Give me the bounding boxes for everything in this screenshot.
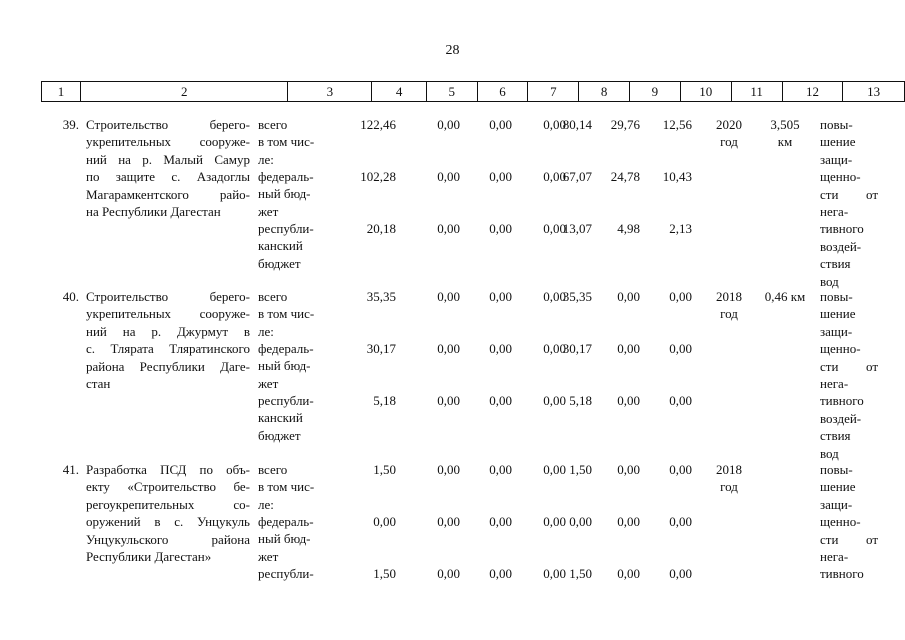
amount-cell: 0,00 bbox=[489, 221, 512, 236]
amount-cell: 13,07 bbox=[562, 221, 592, 236]
amount-cell: 0,00 bbox=[569, 514, 592, 529]
funding-source-line: ный бюд- bbox=[258, 358, 311, 374]
object-name-line: Республики Дагестан» bbox=[86, 549, 212, 565]
amount-cell: 0,00 bbox=[489, 341, 512, 356]
amount-cell: 1,50 bbox=[373, 566, 396, 581]
column-header: 2 bbox=[81, 82, 288, 102]
funding-source-line: ный бюд- bbox=[258, 531, 311, 547]
column-header: 11 bbox=[731, 82, 782, 102]
amount-cell: 80,14 bbox=[562, 117, 592, 132]
amount-cell: 2,13 bbox=[669, 221, 692, 236]
funding-source-line: федераль- bbox=[258, 514, 314, 529]
amount-cell: 0,00 bbox=[543, 514, 566, 529]
completion-year-line: 2018 bbox=[716, 289, 742, 304]
amount-cell: 0,00 bbox=[437, 341, 460, 356]
object-name-line: по защите с. Азадоглы bbox=[86, 169, 250, 185]
expected-result-line: нега- bbox=[820, 549, 849, 564]
amount-cell: 0,00 bbox=[543, 566, 566, 581]
amount-cell: 0,00 bbox=[617, 393, 640, 408]
expected-result-line: тивного bbox=[820, 221, 864, 237]
structure-length-line: 3,505 bbox=[770, 117, 800, 132]
funding-source-line: канский bbox=[258, 238, 303, 254]
column-header: 8 bbox=[579, 82, 630, 102]
amount-cell: 102,28 bbox=[360, 169, 396, 184]
object-name-line: ний на р. Малый Самур bbox=[86, 151, 250, 167]
expected-result-line: защи- bbox=[820, 323, 853, 339]
expected-result-line: защи- bbox=[820, 496, 853, 512]
object-name bbox=[86, 288, 250, 392]
amount-cell: 5,18 bbox=[373, 393, 396, 408]
amount-cell: 0,00 bbox=[543, 462, 566, 477]
amount-cell: 0,00 bbox=[437, 514, 460, 529]
amount-cell: 0,00 bbox=[437, 289, 460, 304]
completion-year-line: год bbox=[720, 306, 738, 322]
amount-cell: 67,07 bbox=[562, 169, 592, 184]
funding-source-line: ный бюд- bbox=[258, 186, 311, 202]
funding-source-line: всего bbox=[258, 289, 288, 304]
expected-result-line: сти от bbox=[820, 186, 878, 202]
amount-cell: 0,00 bbox=[669, 462, 692, 477]
object-name-line: стан bbox=[86, 376, 111, 392]
expected-result-line: нега- bbox=[820, 204, 849, 219]
expected-result-line: шение bbox=[820, 479, 856, 495]
amount-cell: 122,46 bbox=[360, 117, 396, 132]
object-name-line: Строительство берего- bbox=[86, 289, 250, 304]
expected-result-line: ствия bbox=[820, 428, 851, 444]
structure-length-line: 0,46 км bbox=[764, 289, 806, 304]
funding-source-line: жет bbox=[258, 375, 279, 391]
column-header: 9 bbox=[629, 82, 680, 102]
object-name-line: Унцукульского района bbox=[86, 531, 250, 547]
funding-source-line: республи- bbox=[258, 393, 314, 408]
amount-cell: 0,00 bbox=[617, 462, 640, 477]
amount-cell: 0,00 bbox=[437, 393, 460, 408]
expected-result-line: воздей- bbox=[820, 410, 862, 426]
amount-cell: 0,00 bbox=[617, 341, 640, 356]
expected-result-line: шение bbox=[820, 306, 856, 322]
amount-cell: 0,00 bbox=[437, 117, 460, 132]
amount-cell: 0,00 bbox=[543, 169, 566, 184]
completion-year-line: 2020 bbox=[716, 117, 742, 132]
amount-cell: 0,00 bbox=[489, 393, 512, 408]
row-number: 40. bbox=[62, 289, 79, 304]
expected-result-line: сти от bbox=[820, 358, 878, 374]
amount-cell: 10,43 bbox=[662, 169, 692, 184]
column-header-row bbox=[42, 82, 905, 102]
amount-cell: 30,17 bbox=[366, 341, 396, 356]
object-name-line: екту «Строительство бе- bbox=[86, 479, 250, 495]
funding-source-line: республи- bbox=[258, 566, 314, 581]
completion-year-line: 2018 bbox=[716, 462, 742, 477]
funding-source-line: бюджет bbox=[258, 427, 301, 443]
object-name-line: укрепительных сооруже- bbox=[86, 306, 250, 322]
amount-cell: 0,00 bbox=[543, 393, 566, 408]
expected-result-line: щенно- bbox=[820, 169, 861, 185]
completion-year-line: год bbox=[720, 479, 738, 495]
amount-cell: 0,00 bbox=[489, 169, 512, 184]
amount-cell: 0,00 bbox=[489, 289, 512, 304]
amount-cell: 1,50 bbox=[569, 566, 592, 581]
expected-result-line: ствия bbox=[820, 256, 851, 272]
amount-cell: 30,17 bbox=[562, 341, 592, 356]
column-header: 10 bbox=[680, 82, 731, 102]
amount-cell: 0,00 bbox=[489, 117, 512, 132]
amount-cell: 4,98 bbox=[617, 221, 640, 236]
amount-cell: 0,00 bbox=[669, 393, 692, 408]
row-number: 41. bbox=[62, 462, 79, 477]
completion-year-line: год bbox=[720, 134, 738, 150]
amount-cell: 0,00 bbox=[669, 289, 692, 304]
amount-cell: 0,00 bbox=[617, 514, 640, 529]
object-name-line: с. Тлярата Тляратинского bbox=[86, 341, 250, 357]
column-header: 1 bbox=[42, 82, 81, 102]
expected-result-line: воздей- bbox=[820, 238, 862, 254]
expected-result-line: повы- bbox=[820, 117, 853, 132]
object-name-line: ний на р. Джурмут в bbox=[86, 323, 250, 339]
expected-result-line: вод bbox=[820, 445, 839, 461]
expected-result-line: повы- bbox=[820, 289, 853, 304]
funding-source-line: в том чис- bbox=[258, 134, 315, 150]
column-header: 5 bbox=[426, 82, 477, 102]
amount-cell: 12,56 bbox=[662, 117, 692, 132]
column-header: 6 bbox=[477, 82, 528, 102]
amount-cell: 0,00 bbox=[489, 566, 512, 581]
expected-result-line: щенно- bbox=[820, 341, 861, 357]
funding-source-line: жет bbox=[258, 203, 279, 219]
object-name-line: Магарамкентского райо- bbox=[86, 186, 250, 202]
expected-result-line: нега- bbox=[820, 376, 849, 391]
amount-cell: 5,18 bbox=[569, 393, 592, 408]
amount-cell: 0,00 bbox=[543, 117, 566, 132]
amount-cell: 24,78 bbox=[610, 169, 640, 184]
funding-source-line: ле: bbox=[258, 151, 274, 167]
amount-cell: 0,00 bbox=[543, 289, 566, 304]
expected-result-line: тивного bbox=[820, 393, 864, 409]
funding-source-line: канский bbox=[258, 410, 303, 426]
amount-cell: 0,00 bbox=[617, 289, 640, 304]
amount-cell: 0,00 bbox=[543, 341, 566, 356]
object-name-line: регоукрепительных со- bbox=[86, 496, 250, 512]
object-name bbox=[86, 461, 250, 565]
column-header: 3 bbox=[288, 82, 372, 102]
object-name bbox=[86, 116, 250, 220]
amount-cell: 0,00 bbox=[437, 221, 460, 236]
object-name-line: укрепительных сооруже- bbox=[86, 134, 250, 150]
column-header: 7 bbox=[528, 82, 579, 102]
column-header: 12 bbox=[782, 82, 843, 102]
object-name-line: района Республики Даге- bbox=[86, 358, 250, 374]
expected-result-line: тивного bbox=[820, 566, 864, 582]
column-header: 13 bbox=[843, 82, 905, 102]
funding-source-line: федераль- bbox=[258, 169, 314, 184]
object-name-line: на Республики Дагестан bbox=[86, 204, 221, 220]
amount-cell: 35,35 bbox=[562, 289, 592, 304]
funding-source-line: в том чис- bbox=[258, 479, 315, 495]
amount-cell: 0,00 bbox=[543, 221, 566, 236]
amount-cell: 0,00 bbox=[489, 514, 512, 529]
funding-source-line: в том чис- bbox=[258, 306, 315, 322]
column-header-table bbox=[41, 81, 905, 102]
amount-cell: 0,00 bbox=[373, 514, 396, 529]
funding-source-line: ле: bbox=[258, 323, 274, 339]
amount-cell: 0,00 bbox=[669, 514, 692, 529]
object-name-line: оружений в с. Унцукуль bbox=[86, 514, 250, 530]
amount-cell: 20,18 bbox=[366, 221, 396, 236]
funding-source-line: бюджет bbox=[258, 255, 301, 271]
expected-result-line: защи- bbox=[820, 151, 853, 167]
page-number: 28 bbox=[445, 43, 460, 58]
amount-cell: 0,00 bbox=[489, 462, 512, 477]
object-name-line: Строительство берего- bbox=[86, 117, 250, 132]
structure-length-line: км bbox=[777, 134, 793, 150]
amount-cell: 0,00 bbox=[669, 566, 692, 581]
funding-source-line: федераль- bbox=[258, 341, 314, 356]
row-number: 39. bbox=[62, 117, 79, 132]
amount-cell: 0,00 bbox=[437, 462, 460, 477]
amount-cell: 29,76 bbox=[610, 117, 640, 132]
column-header: 4 bbox=[372, 82, 427, 102]
expected-result-line: щенно- bbox=[820, 514, 861, 530]
expected-result-line: повы- bbox=[820, 462, 853, 477]
amount-cell: 0,00 bbox=[437, 169, 460, 184]
expected-result-line: вод bbox=[820, 273, 839, 289]
funding-source-line: жет bbox=[258, 548, 279, 564]
funding-source-line: всего bbox=[258, 462, 288, 477]
amount-cell: 1,50 bbox=[569, 462, 592, 477]
funding-source-line: республи- bbox=[258, 221, 314, 236]
funding-source-line: всего bbox=[258, 117, 288, 132]
expected-result-line: шение bbox=[820, 134, 856, 150]
amount-cell: 1,50 bbox=[373, 462, 396, 477]
expected-result-line: сти от bbox=[820, 531, 878, 547]
amount-cell: 0,00 bbox=[617, 566, 640, 581]
amount-cell: 35,35 bbox=[366, 289, 396, 304]
object-name-line: Разработка ПСД по объ- bbox=[86, 462, 250, 477]
funding-source-line: ле: bbox=[258, 496, 274, 512]
amount-cell: 0,00 bbox=[669, 341, 692, 356]
amount-cell: 0,00 bbox=[437, 566, 460, 581]
